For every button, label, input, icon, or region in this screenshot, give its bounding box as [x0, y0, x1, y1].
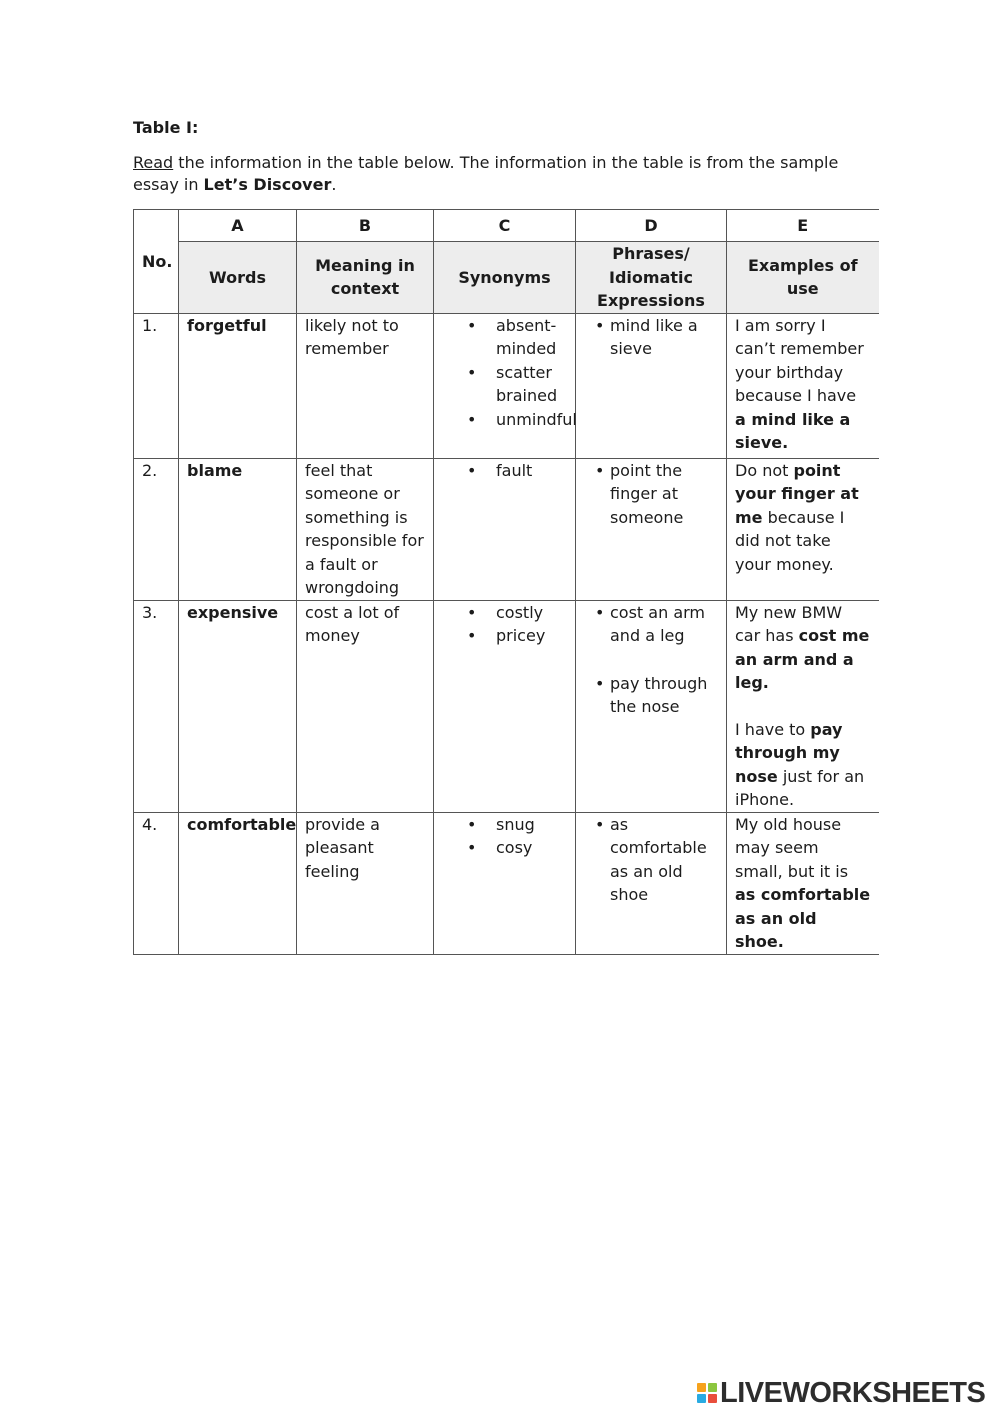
row-meaning: likely not to remember: [297, 313, 434, 458]
example-text: My new BMW car has: [735, 602, 843, 645]
header-phrases: Phrases/ Idiomatic Expressions: [576, 242, 727, 314]
header-no: No.: [134, 210, 179, 314]
row-number: 3.: [134, 600, 179, 812]
synonym-item: • snug: [442, 813, 567, 837]
read-word: Read: [133, 153, 174, 172]
synonym-list: [442, 601, 567, 648]
row-examples: [727, 812, 879, 954]
row-number: 1.: [134, 313, 179, 458]
row-examples: [727, 313, 879, 458]
row-phrases: [576, 313, 727, 458]
example-sentence: [735, 813, 871, 954]
table-row: [134, 812, 879, 954]
row-word: forgetful: [179, 313, 297, 458]
row-number: 2.: [134, 458, 179, 600]
header-letter: E: [727, 210, 879, 242]
example-text: I am sorry I can’t remember your birthday because I have: [735, 315, 864, 405]
header-meaning: Meaning in context: [297, 242, 434, 314]
example-phrase: cost me an arm and a leg.: [735, 626, 870, 692]
synonym-list: [442, 813, 567, 860]
row-phrases: [576, 458, 727, 600]
header-synonyms: Synonyms: [434, 242, 576, 314]
example-text: just for an iPhone.: [735, 766, 865, 809]
example-text: My old house may seem small, but it is: [735, 814, 849, 881]
example-phrase: pay through my nose: [735, 719, 843, 786]
example-phrase: point your finger at me: [735, 460, 859, 527]
vocabulary-table: [133, 209, 879, 955]
example-phrase: a mind like a sieve.: [735, 409, 851, 452]
logo-square: [697, 1394, 706, 1403]
example-sentence: [735, 459, 871, 577]
table-heading: Table I:: [133, 118, 199, 137]
header-examples: Examples of use: [727, 242, 879, 314]
liveworksheets-logo: [697, 1378, 985, 1408]
phrase-item: • cost an arm and a leg: [584, 601, 718, 648]
example-sentence: [735, 314, 871, 455]
synonym-item: • scatter brained: [442, 361, 567, 408]
phrase-list: [584, 314, 718, 361]
row-word: comfortable: [179, 812, 297, 954]
header-letter: D: [576, 210, 727, 242]
phrase-item: • point the finger at someone: [584, 459, 718, 530]
synonym-item: • absent-minded: [442, 314, 567, 361]
logo-square: [708, 1394, 717, 1403]
phrase-list: [584, 601, 718, 719]
header-names-row: [134, 242, 879, 314]
example-text: I have to: [735, 719, 811, 739]
synonym-item: • pricey: [442, 624, 567, 648]
instructions-text: the information in the table below. The information in the table is from the sample essay in: [133, 153, 839, 194]
row-synonyms: [434, 458, 576, 600]
row-word: blame: [179, 458, 297, 600]
row-examples: [727, 600, 879, 812]
logo-square: [697, 1383, 706, 1392]
synonym-list: [442, 459, 567, 483]
example-phrase: as comfortable as an old shoe.: [735, 885, 871, 951]
phrase-item: • as comfortable as an old shoe: [584, 813, 718, 907]
phrase-list: [584, 813, 718, 907]
row-examples: [727, 458, 879, 600]
row-meaning: cost a lot of money: [297, 600, 434, 812]
logo-icon: [697, 1383, 717, 1403]
row-synonyms: [434, 600, 576, 812]
phrase-list: [584, 459, 718, 530]
logo-text: LIVEWORKSHEETS: [720, 1376, 986, 1409]
example-text: because I did not take your money.: [735, 507, 845, 574]
example-text: Do not: [735, 460, 794, 480]
phrase-item: • pay through the nose: [584, 672, 718, 719]
instructions-end: .: [331, 175, 337, 194]
table-row: [134, 313, 879, 458]
logo-square: [708, 1383, 717, 1392]
row-synonyms: [434, 812, 576, 954]
header-letters-row: [134, 210, 879, 242]
row-number: 4.: [134, 812, 179, 954]
row-synonyms: [434, 313, 576, 458]
phrase-item: • mind like a sieve: [584, 314, 718, 361]
synonym-list: [442, 314, 577, 432]
synonym-item: • fault: [442, 459, 567, 483]
table-row: [134, 600, 879, 812]
example-sentence: [735, 718, 871, 812]
synonym-item: • unmindful: [442, 408, 567, 432]
book-title: Let’s Discover: [203, 175, 332, 194]
instructions: [133, 152, 873, 196]
synonym-item: • cosy: [442, 836, 567, 860]
header-letter: A: [179, 210, 297, 242]
row-word: expensive: [179, 600, 297, 812]
row-meaning: feel that someone or something is responsible for a fault or wrongdoing: [297, 458, 434, 600]
row-phrases: [576, 600, 727, 812]
row-phrases: [576, 812, 727, 954]
table-row: [134, 458, 879, 600]
synonym-item: • costly: [442, 601, 567, 625]
header-letter: B: [297, 210, 434, 242]
header-words: Words: [179, 242, 297, 314]
header-letter: C: [434, 210, 576, 242]
example-sentence: [735, 601, 871, 695]
row-meaning: provide a pleasant feeling: [297, 812, 434, 954]
